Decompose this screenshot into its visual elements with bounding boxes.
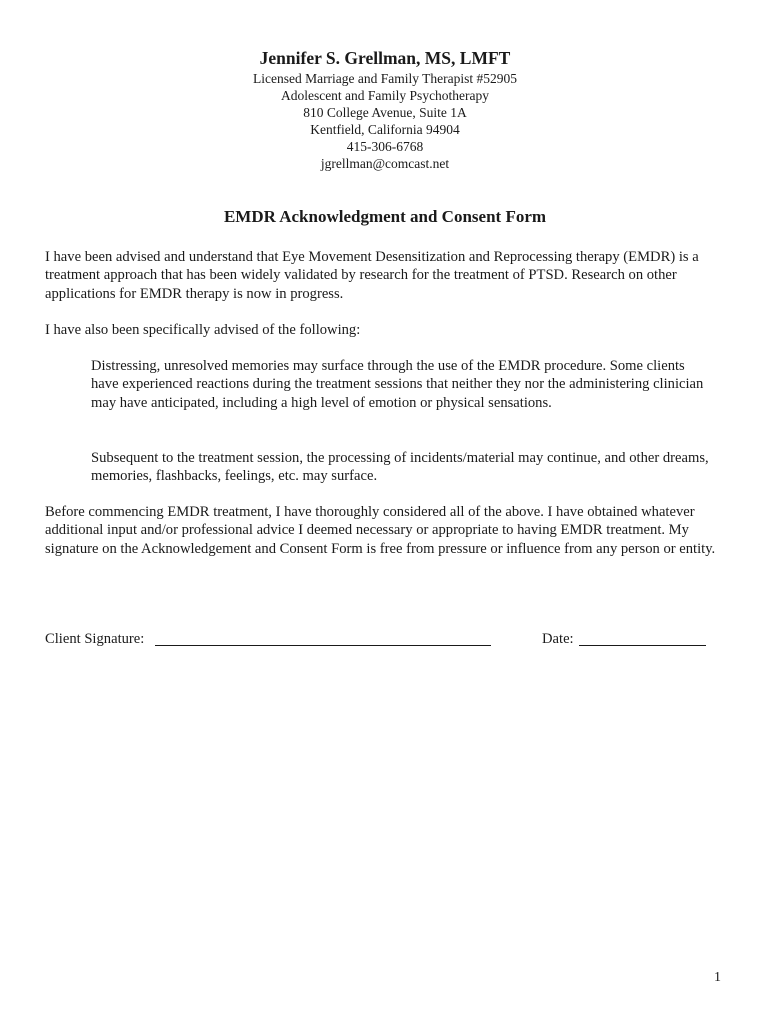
address-line-1: 810 College Avenue, Suite 1A [303,105,467,120]
paragraph-before-commencing: Before commencing EMDR treatment, I have thoroughly considered all of the above. I have obtained whatever additional input and/or professional advice I deemed necessary or appropriate to having EMDR treatment. My signature on the Acknowledgement and Consent Form is free from pressure or influence from any person or entity. [45,504,716,557]
paragraph-subsequent-processing: Subsequent to the treatment session, the processing of incidents/material may continue, and other dreams, memories, flashbacks, feelings, etc. may surface. [91,450,709,485]
date-label: Date: [542,631,574,647]
address-line-2: Kentfield, California 94904 [310,122,460,137]
phone-line: 415-306-6768 [346,139,424,154]
client-signature-field[interactable] [155,645,491,646]
letterhead [0,46,770,172]
paragraph-also-advised: I have also been specifically advised of the following: [45,322,361,338]
therapist-name: Jennifer S. Grellman, MS, LMFT [259,48,511,68]
specialty-line: Adolescent and Family Psychotherapy [280,88,490,103]
form-title: EMDR Acknowledgment and Consent Form [223,207,547,226]
client-signature-label: Client Signature: [45,631,145,647]
paragraph-advised: I have been advised and understand that Eye Movement Desensitization and Reprocessing therapy (EMDR) is a treatment approach that has been widely validated by research for the treatment of PTSD. Research on other applications for EMDR therapy is now in progress. [45,249,699,302]
paragraph-distressing-memories: Distressing, unresolved memories may surface through the use of the EMDR procedure. Some clients have experienced reactions during the treatment sessions that neither they nor the administering clinician may have anticipated, including a high level of emotion or physical sensations. [91,358,704,411]
license-line: Licensed Marriage and Family Therapist #52905 [252,71,518,86]
date-field[interactable] [579,645,706,646]
email-line: jgrellman@comcast.net [320,156,450,171]
page-number: 1 [714,970,721,985]
